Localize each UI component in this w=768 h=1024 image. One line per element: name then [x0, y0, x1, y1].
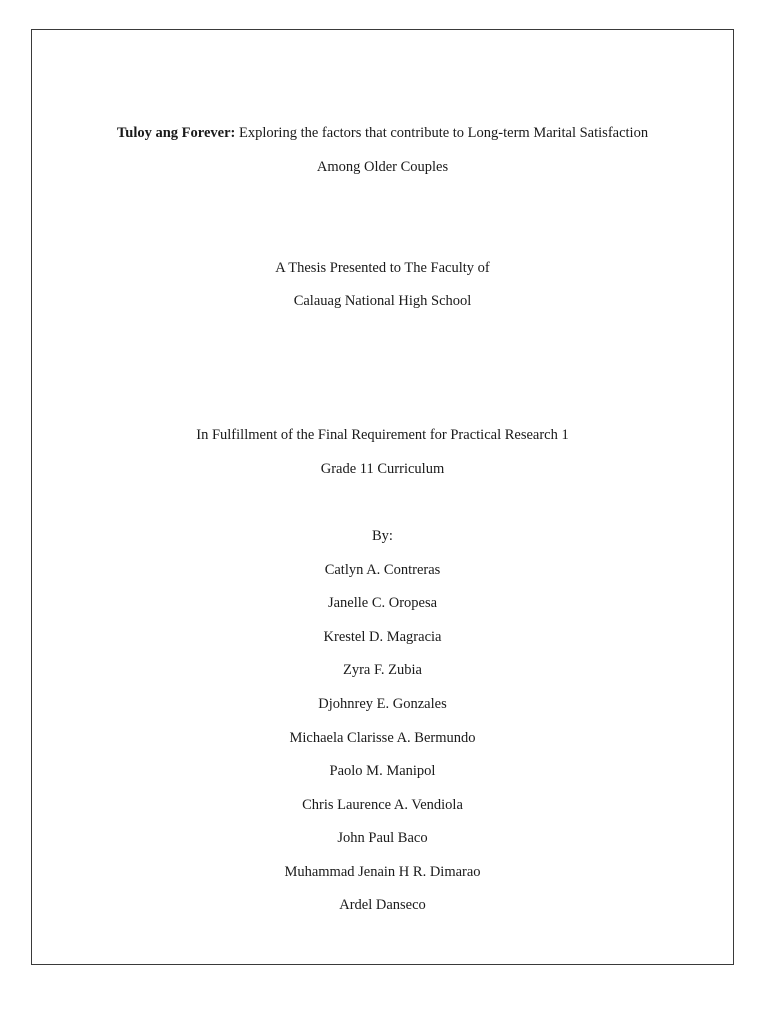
by-label: By: — [372, 528, 393, 544]
title-bold-part: Tuloy ang Forever: — [116, 125, 236, 141]
author-name: Djohnrey E. Gonzales — [318, 696, 447, 712]
document-page — [31, 29, 734, 965]
author-name: Ardel Danseco — [339, 897, 426, 913]
author-name: Muhammad Jenain H R. Dimarao — [284, 864, 481, 880]
author-name: John Paul Baco — [337, 830, 428, 846]
presentation-line-2: Calauag National High School — [293, 293, 472, 309]
requirement-line-1: In Fulfillment of the Final Requirement for Practical Research 1 — [196, 427, 569, 443]
title-line-2: Among Older Couples — [316, 159, 449, 175]
author-name: Michaela Clarisse A. Bermundo — [289, 730, 476, 746]
author-name: Chris Laurence A. Vendiola — [302, 797, 463, 813]
author-name: Catlyn A. Contreras — [324, 562, 441, 578]
title-line-1 — [32, 124, 733, 142]
presentation-line-1: A Thesis Presented to The Faculty of — [275, 260, 490, 276]
title-rest: Exploring the factors that contribute to Long-term Marital Satisfaction — [235, 125, 649, 141]
author-name: Zyra F. Zubia — [343, 662, 422, 678]
requirement-line-2: Grade 11 Curriculum — [320, 461, 445, 477]
author-name: Janelle C. Oropesa — [327, 595, 438, 611]
author-name: Paolo M. Manipol — [329, 763, 436, 779]
author-name: Krestel D. Magracia — [323, 629, 442, 645]
